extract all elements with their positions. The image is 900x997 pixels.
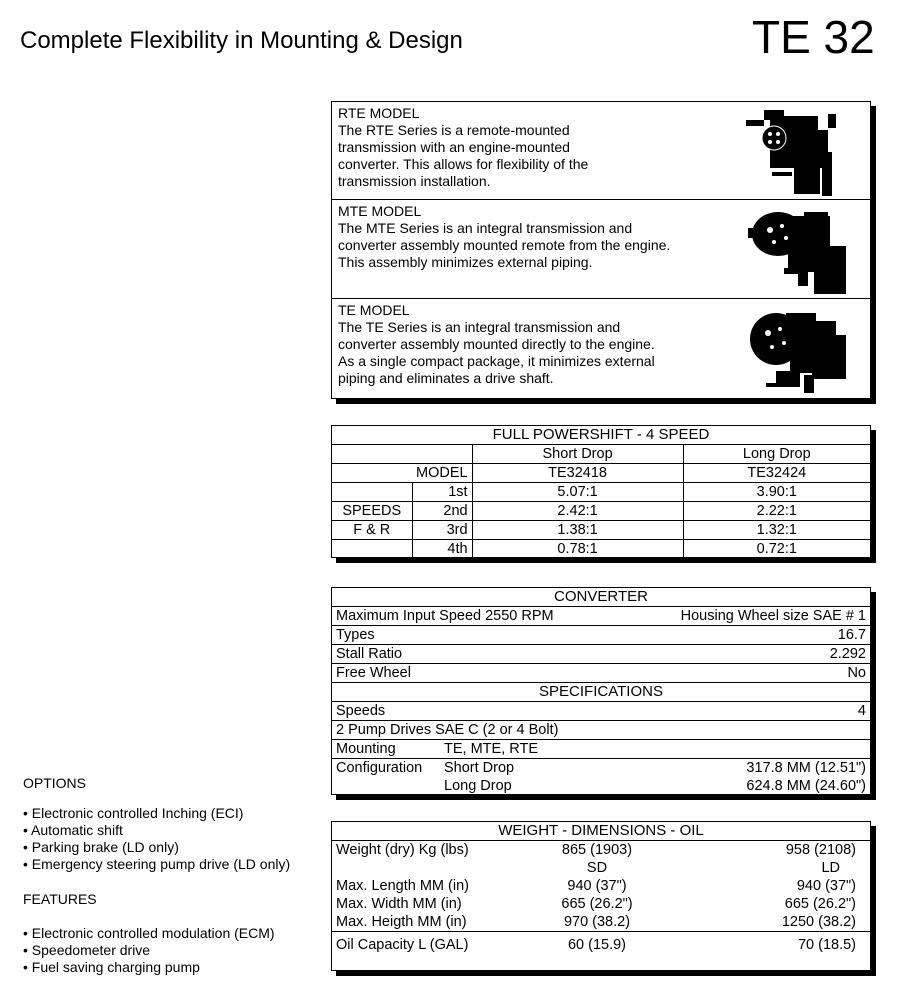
col-short-drop: Short Drop xyxy=(472,445,683,464)
config-short-value: 317.8 MM (12.51") xyxy=(746,760,866,776)
max-input-speed: Maximum Input Speed 2550 RPM xyxy=(336,608,554,624)
ratio-short: 5.07:1 xyxy=(472,483,683,502)
model-label: MODEL xyxy=(416,465,468,481)
model-line: As a single compact package, it minimizes external xyxy=(338,353,655,369)
ratio-short: 2.42:1 xyxy=(472,502,683,521)
option-item: • Emergency steering pump drive (LD only) xyxy=(23,856,290,873)
model-code: TE 32 xyxy=(752,11,875,63)
fr-label: F & R xyxy=(353,522,391,538)
weight-sd: 865 (1903) xyxy=(561,842,633,858)
feature-item: • Electronic controlled modulation (ECM) xyxy=(23,925,275,942)
gear-label: 2nd xyxy=(412,502,472,521)
options-section xyxy=(23,775,290,873)
rte-transmission-image xyxy=(742,108,852,196)
specifications-title: SPECIFICATIONS xyxy=(539,683,663,700)
mte-transmission-image xyxy=(744,206,854,296)
features-section xyxy=(23,891,275,976)
ratio-long: 2.22:1 xyxy=(756,503,797,519)
model-short: TE32418 xyxy=(472,464,683,483)
dim-ld: 940 (37") xyxy=(796,878,856,894)
types-value: 16.7 xyxy=(837,627,866,643)
mounting-label: Mounting xyxy=(336,741,396,757)
col-long-drop: Long Drop xyxy=(742,446,811,462)
ld-label: LD xyxy=(821,860,840,876)
mounting-value: TE, MTE, RTE xyxy=(444,741,538,757)
config-long-value: 624.8 MM (24.60") xyxy=(746,778,866,794)
feature-item: • Speedometer drive xyxy=(23,942,275,959)
configuration-label: Configuration xyxy=(336,760,423,776)
ratio-short: 0.78:1 xyxy=(472,540,683,559)
weights-table xyxy=(331,821,871,971)
dim-sd: 665 (26.2") xyxy=(561,896,633,912)
option-item: • Electronic controlled Inching (ECI) xyxy=(23,805,290,822)
weight-label: Weight (dry) Kg (lbs) xyxy=(336,842,469,858)
stall-value: 2.292 xyxy=(829,646,866,662)
model-line: converter assembly mounted directly to the engine. xyxy=(338,336,655,352)
option-item: • Automatic shift xyxy=(23,822,290,839)
stall-label: Stall Ratio xyxy=(336,646,403,662)
model-section-te xyxy=(332,299,870,400)
model-line: transmission with an engine-mounted xyxy=(338,139,570,155)
freewheel-label: Free Wheel xyxy=(336,665,411,681)
types-label: Types xyxy=(336,627,375,643)
dim-ld: 665 (26.2") xyxy=(784,896,856,912)
model-line: The RTE Series is a remote-mounted xyxy=(338,122,570,138)
model-line: The MTE Series is an integral transmission and xyxy=(338,220,633,236)
converter-table xyxy=(331,587,871,795)
option-item: • Parking brake (LD only) xyxy=(23,839,290,856)
pump-drives: 2 Pump Drives SAE C (2 or 4 Bolt) xyxy=(336,722,559,738)
converter-title: CONVERTER xyxy=(554,588,648,605)
model-name: RTE MODEL xyxy=(338,105,420,121)
gear-label: 4th xyxy=(412,540,472,559)
models-panel xyxy=(331,101,871,399)
gear-label: 3rd xyxy=(412,521,472,540)
weights-title: WEIGHT - DIMENSIONS - OIL xyxy=(498,822,704,839)
freewheel-value: No xyxy=(847,665,866,681)
powershift-table xyxy=(331,425,871,558)
dim-ld: 1250 (38.2) xyxy=(781,914,856,930)
config-long-label: Long Drop xyxy=(444,778,512,794)
model-line: transmission installation. xyxy=(338,173,491,189)
housing-wheel: Housing Wheel size SAE # 1 xyxy=(680,608,866,624)
speeds-label: SPEEDS xyxy=(342,503,402,519)
config-short-label: Short Drop xyxy=(444,760,515,776)
ratio-long: 3.90:1 xyxy=(756,484,797,500)
sd-label: SD xyxy=(586,860,608,876)
model-long: TE32424 xyxy=(747,465,807,481)
speeds-value: 4 xyxy=(857,703,866,719)
page-title: Complete Flexibility in Mounting & Design xyxy=(20,27,463,54)
model-name: MTE MODEL xyxy=(338,203,422,219)
ratio-long: 0.72:1 xyxy=(756,541,797,557)
dim-label: Max. Length MM (in) xyxy=(336,878,469,894)
model-section-mte xyxy=(332,200,870,299)
ratio-long: 1.32:1 xyxy=(756,522,797,538)
speeds-label: Speeds xyxy=(336,703,386,719)
oil-label: Oil Capacity L (GAL) xyxy=(336,936,469,953)
te-transmission-image xyxy=(746,305,854,397)
dim-sd: 940 (37") xyxy=(567,878,627,894)
model-name: TE MODEL xyxy=(338,302,410,318)
model-line: The TE Series is an integral transmission and xyxy=(338,319,621,335)
gear-label: 1st xyxy=(412,483,472,502)
feature-item: • Fuel saving charging pump xyxy=(23,959,275,976)
features-title: FEATURES xyxy=(23,891,97,907)
dim-label: Max. Width MM (in) xyxy=(336,896,462,912)
options-list xyxy=(23,805,290,873)
model-line: converter assembly mounted remote from the engine. xyxy=(338,237,671,253)
ratio-short: 1.38:1 xyxy=(472,521,683,540)
weight-ld: 958 (2108) xyxy=(785,842,856,858)
powershift-title: FULL POWERSHIFT - 4 SPEED xyxy=(492,426,710,443)
model-section-rte xyxy=(332,102,870,200)
model-line: piping and eliminates a drive shaft. xyxy=(338,370,554,386)
dim-sd: 970 (38.2) xyxy=(563,914,631,930)
model-line: converter. This allows for flexibility of the xyxy=(338,156,589,172)
model-line: This assembly minimizes external piping. xyxy=(338,254,593,270)
options-title: OPTIONS xyxy=(23,775,87,791)
features-list xyxy=(23,925,275,976)
dim-label: Max. Heigth MM (in) xyxy=(336,914,467,930)
oil-ld: 70 (18.5) xyxy=(797,936,856,953)
oil-sd: 60 (15.9) xyxy=(567,936,627,953)
